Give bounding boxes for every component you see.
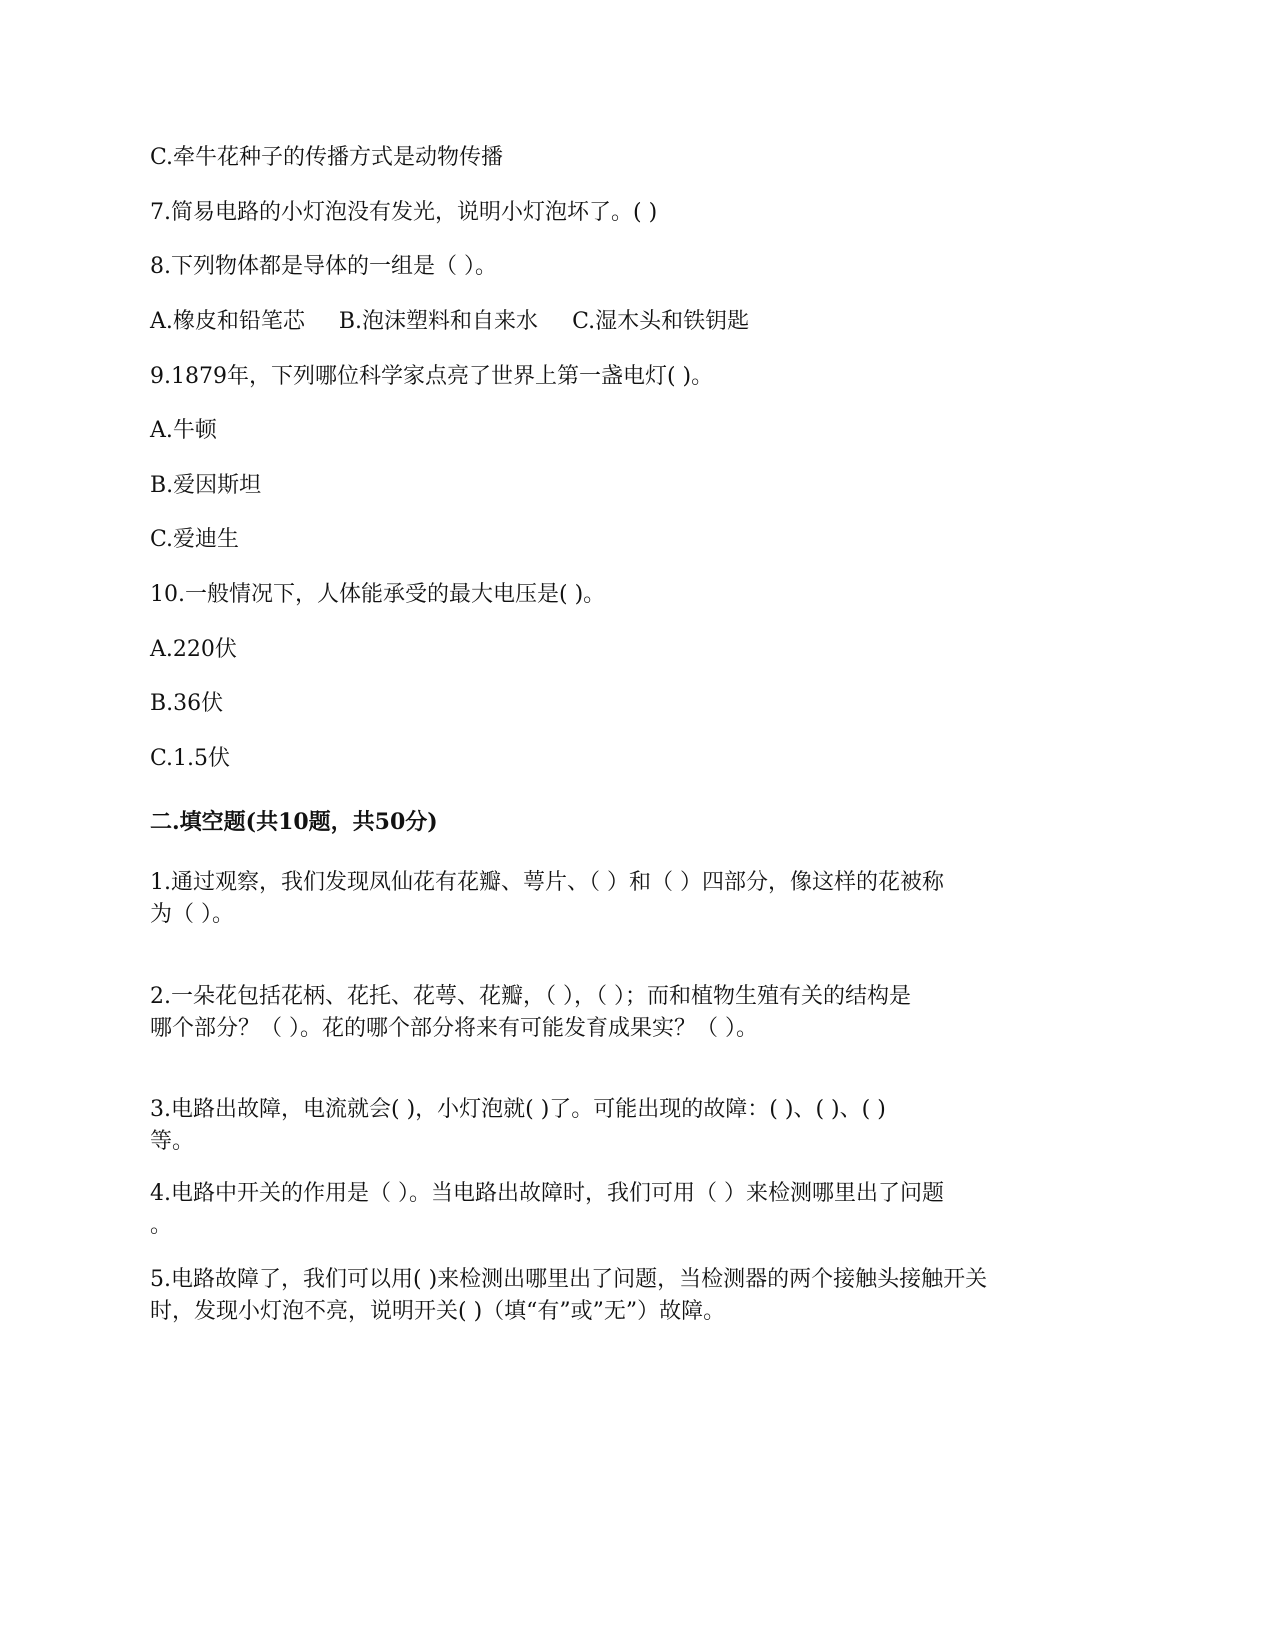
question-8: 8.下列物体都是导体的一组是（ ）。 bbox=[150, 254, 497, 279]
option-a: A.橡皮和铅笔芯 bbox=[150, 309, 305, 334]
question-9: 9.1879年，下列哪位科学家点亮了世界上第一盏电灯( )。 bbox=[150, 364, 714, 389]
fill-question-2-line-2: 哪个部分？（ ）。花的哪个部分将来有可能发育成果实？（ ）。 bbox=[150, 1016, 758, 1041]
fill-question-4-line-2: 。 bbox=[150, 1213, 173, 1238]
option-c: C.1.5伏 bbox=[150, 746, 231, 771]
option-a: A.牛顿 bbox=[150, 418, 217, 443]
fill-question-2-line-1: 2.一朵花包括花柄、花托、花萼、花瓣，（ ），（ ）；而和植物生殖有关的结构是 bbox=[150, 984, 911, 1009]
question-7: 7.简易电路的小灯泡没有发光，说明小灯泡坏了。( ) bbox=[150, 200, 658, 225]
section-heading: 二.填空题(共10题，共50分) bbox=[150, 809, 438, 835]
option-a: A.220伏 bbox=[150, 637, 237, 662]
option-line: C.牵牛花种子的传播方式是动物传播 bbox=[150, 145, 504, 170]
option-b: B.爱因斯坦 bbox=[150, 473, 262, 498]
option-b: B.泡沫塑料和自来水 bbox=[338, 309, 539, 334]
fill-question-5-line-1: 5.电路故障了，我们可以用( )来检测出哪里出了问题，当检测器的两个接触头接触开关 bbox=[150, 1267, 988, 1292]
fill-question-3-line-2: 等。 bbox=[150, 1129, 195, 1154]
option-b: B.36伏 bbox=[150, 691, 224, 716]
fill-question-4-line-1: 4.电路中开关的作用是（ ）。当电路出故障时，我们可用（ ）来检测哪里出了问题 bbox=[150, 1181, 944, 1206]
fill-question-5-line-2: 时，发现小灯泡不亮，说明开关( )（填“有”或”无”）故障。 bbox=[150, 1299, 726, 1324]
fill-question-1-line-2: 为（ ）。 bbox=[150, 902, 234, 927]
option-c: C.爱迪生 bbox=[150, 527, 240, 552]
question-10: 10.一般情况下，人体能承受的最大电压是( )。 bbox=[150, 582, 606, 607]
fill-question-3-line-1: 3.电路出故障，电流就会( )，小灯泡就( )了。可能出现的故障：( )、( )、( ) bbox=[150, 1097, 886, 1122]
question-8-options bbox=[150, 306, 749, 338]
fill-question-1-line-1: 1.通过观察，我们发现凤仙花有花瓣、萼片、（ ）和（ ）四部分，像这样的花被称 bbox=[150, 870, 944, 895]
option-c: C.湿木头和铁钥匙 bbox=[572, 309, 750, 334]
